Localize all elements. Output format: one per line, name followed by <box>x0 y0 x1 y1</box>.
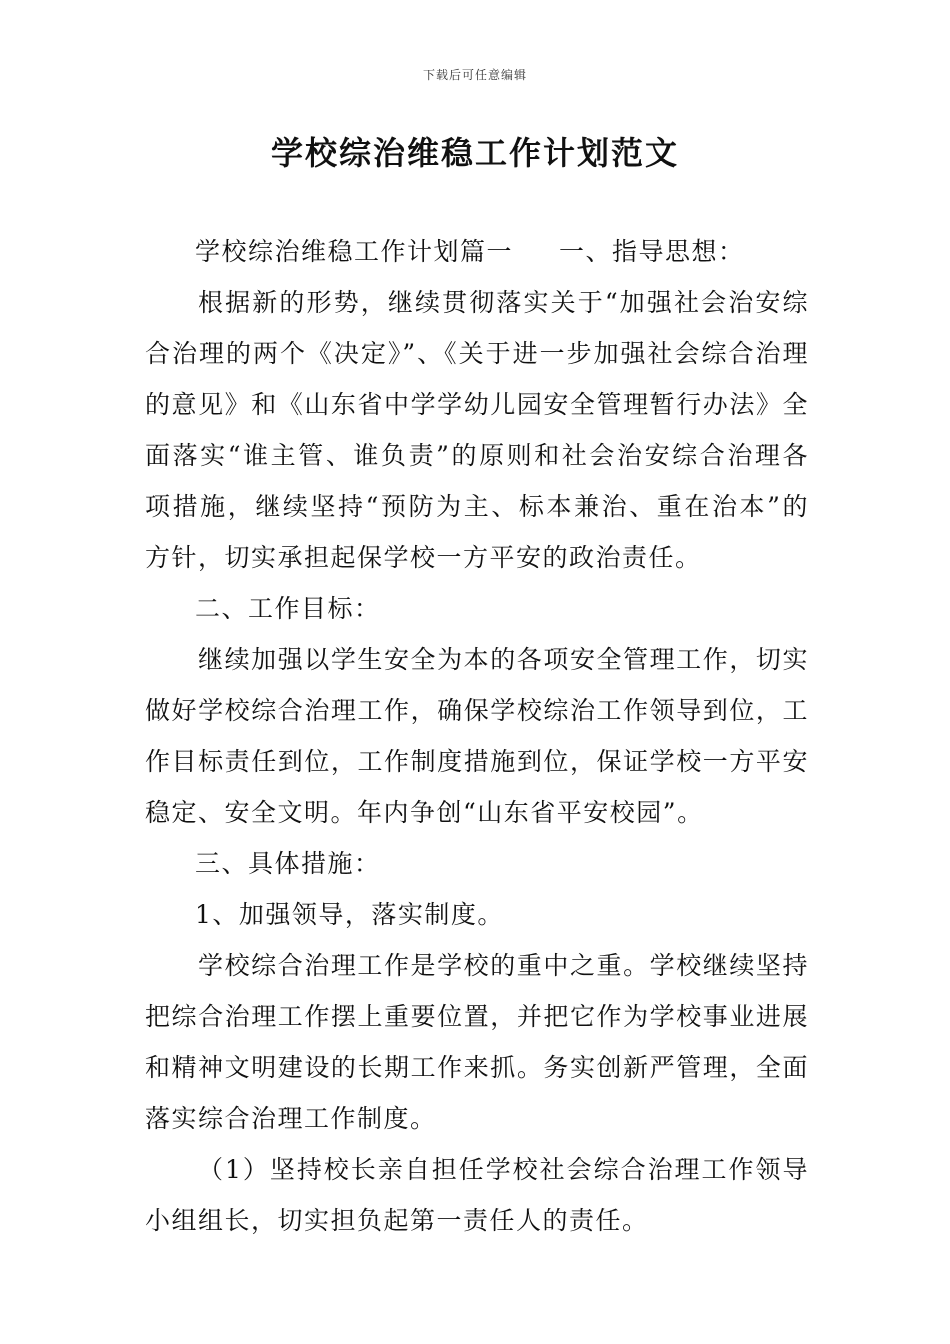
intro-heading-line <box>145 226 809 277</box>
paragraph-goals: 继续加强以学生安全为本的各项安全管理工作，切实做好学校综合治理工作，确保学校综治工作领导到位，工作目标责任到位，工作制度措施到位，保证学校一方平安稳定、安全文明。年内争创“山东省平安校园”。 <box>145 645 809 827</box>
intro-heading-right: 一、指导思想： <box>559 237 745 266</box>
subheading-leadership: 1、加强领导，落实制度。 <box>195 900 504 929</box>
header-note: 下载后可任意编辑 <box>422 68 527 82</box>
paragraph-leadership: 学校综合治理工作是学校的重中之重。学校继续坚持把综合治理工作摆上重要位置，并把它作为学校事业进展和精神文明建设的长期工作来抓。务实创新严管理，全面落实综合治理工作制度。 <box>145 951 809 1133</box>
section-heading-measures: 三、具体措施： <box>195 849 381 878</box>
section-heading-goals: 二、工作目标： <box>195 594 381 623</box>
paragraph-guiding-thought: 根据新的形势，继续贯彻落实关于“加强社会治安综合治理的两个《决定》”、《关于进一步加强社会综合治理的意见》和《山东省中学学幼儿园安全管理暂行办法》全面落实“谁主管、谁负责”的原则和社会治安综合治理各项措施，继续坚持“预防为主、标本兼治、重在治本”的方针，切实承担起保学校一方平安的政治责任。 <box>145 288 809 572</box>
paragraph-item-1: （1）坚持校长亲自担任学校社会综合治理工作领导小组组长，切实担负起第一责任人的责任。 <box>145 1155 809 1235</box>
document-title: 学校综治维稳工作计划范文 <box>270 134 679 172</box>
intro-heading-left: 学校综治维稳工作计划篇一 <box>195 237 514 266</box>
document-body <box>145 226 809 1246</box>
